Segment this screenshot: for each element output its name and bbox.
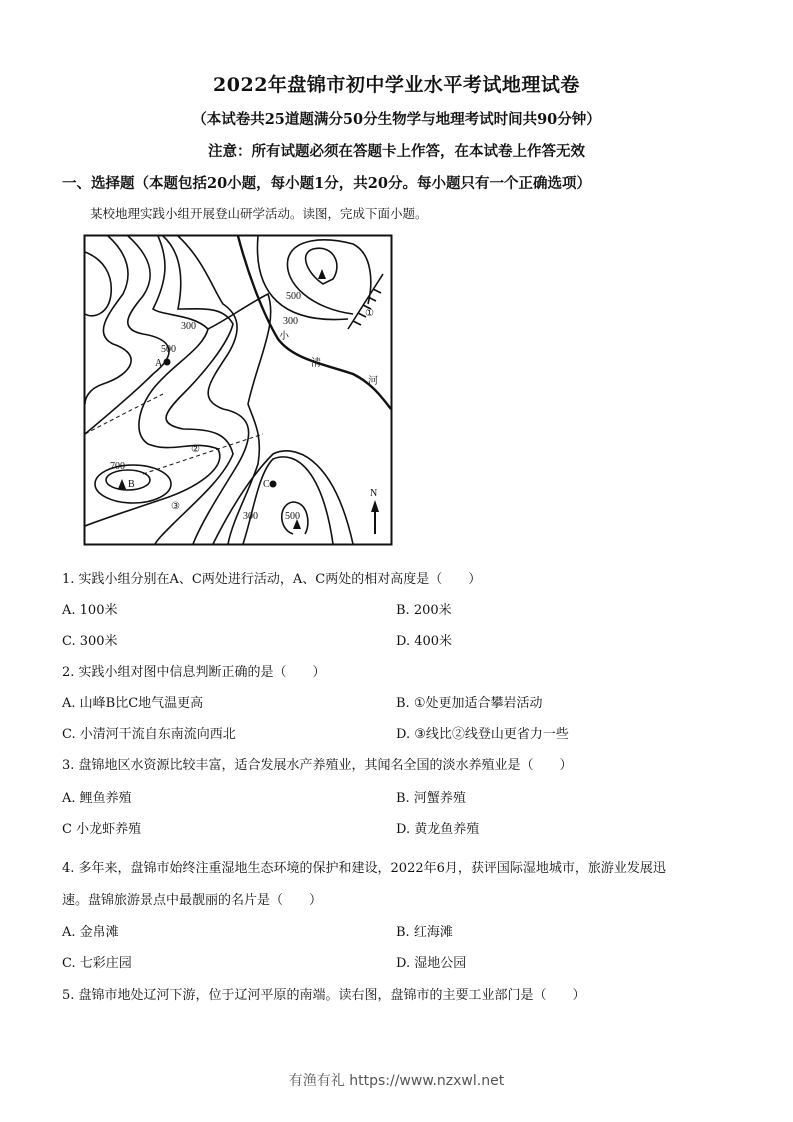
river-label-2: 清 <box>311 358 321 369</box>
section-intro: 某校地理实践小组开展登山研学活动。读图，完成下面小题。 <box>90 206 428 221</box>
q1-option-b[interactable]: B. 200米 <box>396 603 452 618</box>
north-label: N <box>370 488 378 499</box>
q2-option-c[interactable]: C. 小清河干流自东南流向西北 <box>62 727 236 742</box>
question-1: 1. 实践小组分别在A、C两处进行活动，A、C两处的相对高度是（ ） <box>62 572 482 587</box>
route-1-label: ① <box>365 308 374 319</box>
q4-option-b[interactable]: B. 红海滩 <box>396 925 453 940</box>
q4-option-c[interactable]: C. 七彩庄园 <box>62 956 132 971</box>
point-b-label: B <box>128 479 135 490</box>
q3-option-a[interactable]: A. 鲤鱼养殖 <box>62 791 132 806</box>
q2-option-d[interactable]: D. ③线比②线登山更省力一些 <box>396 727 569 742</box>
q3-option-c[interactable]: C 小龙虾养殖 <box>62 822 142 837</box>
contour-label-500-ne: 500 <box>286 291 301 302</box>
q3-option-d[interactable]: D. 黄龙鱼养殖 <box>396 822 480 837</box>
section-heading: 一、选择题（本题包括20小题，每小题1分，共20分。每小题只有一个正确选项） <box>62 175 591 192</box>
exam-subtitle: （本试卷共25道题满分50分生物学与地理考试时间共90分钟） <box>192 111 601 128</box>
question-2: 2. 实践小组对图中信息判断正确的是（ ） <box>62 665 326 680</box>
contour-label-300-ne: 300 <box>283 316 298 327</box>
contour-label-300-se: 300 <box>243 511 258 522</box>
contour-label-500: 500 <box>161 344 176 355</box>
exam-notice: 注意：所有试题必须在答题卡上作答，在本试卷上作答无效 <box>208 143 585 160</box>
question-3: 3. 盘锦地区水资源比较丰富，适合发展水产养殖业，其闻名全国的淡水养殖业是（ ） <box>62 758 573 773</box>
question-5: 5. 盘锦市地处辽河下游，位于辽河平原的南端。读右图，盘锦市的主要工业部门是（ ） <box>62 988 586 1003</box>
q1-option-a[interactable]: A. 100米 <box>62 603 118 618</box>
point-a-label: A <box>155 358 163 369</box>
q1-option-c[interactable]: C. 300米 <box>62 634 118 649</box>
q4-option-d[interactable]: D. 湿地公园 <box>396 956 467 971</box>
q2-option-b[interactable]: B. ①处更加适合攀岩活动 <box>396 696 543 711</box>
river-label-3: 河 <box>368 376 378 387</box>
q1-option-d[interactable]: D. 400米 <box>396 634 453 649</box>
route-3-label: ③ <box>171 501 180 512</box>
contour-map <box>83 234 393 546</box>
q4-option-a[interactable]: A. 金帛滩 <box>62 925 119 940</box>
watermark: 有渔有礼 https://www.nzxwl.net <box>288 1073 505 1089</box>
contour-label-300: 300 <box>181 321 196 332</box>
exam-title: 2022年盘锦市初中学业水平考试地理试卷 <box>213 74 580 96</box>
question-4-line1: 4. 多年来，盘锦市始终注重湿地生态环境的保护和建设，2022年6月，获评国际湿地城市，旅游业发展迅 <box>62 861 666 876</box>
route-2-label: ② <box>191 444 200 455</box>
question-4-line2: 速。盘锦旅游景点中最靓丽的名片是（ ） <box>62 893 323 908</box>
contour-label-500-se: 500 <box>285 511 300 522</box>
river-label-1: 小 <box>279 331 289 342</box>
contour-label-700: 700 <box>110 461 125 472</box>
point-c-label: C <box>263 479 270 490</box>
q3-option-b[interactable]: B. 河蟹养殖 <box>396 791 466 806</box>
q2-option-a[interactable]: A. 山峰B比C地气温更高 <box>62 696 204 711</box>
